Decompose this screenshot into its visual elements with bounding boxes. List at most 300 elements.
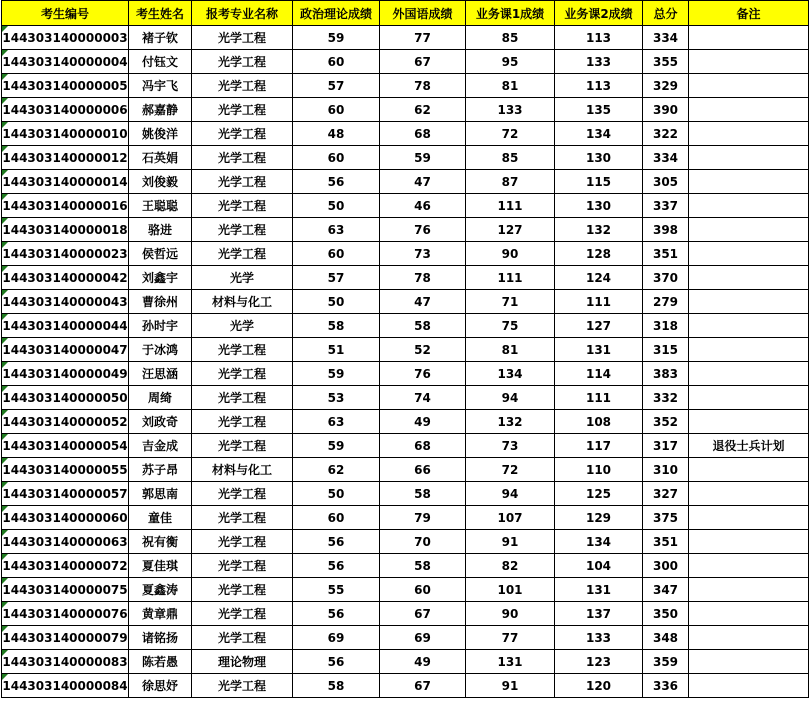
cell-exam-id[interactable] (2, 122, 129, 146)
cell-name[interactable]: 骆进 (129, 218, 192, 242)
cell-name[interactable]: 刘鑫宇 (129, 266, 192, 290)
cell-name[interactable]: 周绮 (129, 386, 192, 410)
cell-foreign-language[interactable]: 68 (380, 434, 466, 458)
table-row (2, 650, 809, 674)
cell-total[interactable]: 300 (643, 554, 689, 578)
cell-major[interactable]: 光学工程 (192, 26, 293, 50)
text-number-marker-icon (2, 578, 8, 584)
cell-total[interactable]: 359 (643, 650, 689, 674)
cell-remarks[interactable] (689, 458, 809, 482)
table-row (2, 506, 809, 530)
cell-exam-id[interactable] (2, 218, 129, 242)
cell-exam-id[interactable] (2, 650, 129, 674)
cell-exam-id[interactable] (2, 458, 129, 482)
cell-subject-1[interactable]: 132 (466, 410, 555, 434)
cell-subject-1[interactable]: 81 (466, 338, 555, 362)
cell-name[interactable]: 郝嘉静 (129, 98, 192, 122)
cell-subject-2[interactable]: 128 (555, 242, 643, 266)
cell-major[interactable]: 光学工程 (192, 578, 293, 602)
exam-id-text: 144303140000042 (2, 270, 128, 285)
cell-foreign-language[interactable]: 59 (380, 146, 466, 170)
cell-remarks[interactable] (689, 122, 809, 146)
cell-total[interactable]: 351 (643, 242, 689, 266)
cell-foreign-language[interactable]: 49 (380, 650, 466, 674)
cell-foreign-language[interactable]: 60 (380, 578, 466, 602)
cell-total[interactable]: 352 (643, 410, 689, 434)
exam-id-text: 144303140000005 (2, 78, 128, 93)
cell-exam-id[interactable] (2, 194, 129, 218)
cell-name[interactable]: 侯哲远 (129, 242, 192, 266)
cell-total[interactable]: 327 (643, 482, 689, 506)
cell-remarks[interactable] (689, 530, 809, 554)
header-foreign-language[interactable]: 外国语成绩 (380, 1, 466, 26)
cell-major[interactable]: 光学工程 (192, 362, 293, 386)
cell-exam-id[interactable] (2, 50, 129, 74)
cell-total[interactable]: 336 (643, 674, 689, 698)
cell-subject-2[interactable]: 113 (555, 74, 643, 98)
cell-total[interactable]: 337 (643, 194, 689, 218)
cell-subject-2[interactable]: 131 (555, 338, 643, 362)
cell-total[interactable]: 317 (643, 434, 689, 458)
cell-major[interactable]: 光学工程 (192, 530, 293, 554)
cell-name[interactable]: 刘政奇 (129, 410, 192, 434)
cell-foreign-language[interactable]: 58 (380, 482, 466, 506)
cell-subject-1[interactable]: 133 (466, 98, 555, 122)
cell-subject-1[interactable]: 75 (466, 314, 555, 338)
cell-total[interactable]: 318 (643, 314, 689, 338)
cell-remarks[interactable] (689, 146, 809, 170)
exam-id-text: 144303140000052 (2, 414, 128, 429)
cell-major[interactable]: 光学 (192, 314, 293, 338)
cell-subject-2[interactable]: 134 (555, 530, 643, 554)
cell-major[interactable]: 光学工程 (192, 170, 293, 194)
cell-politics[interactable]: 53 (293, 386, 380, 410)
cell-exam-id[interactable] (2, 170, 129, 194)
cell-politics[interactable]: 50 (293, 194, 380, 218)
cell-remarks[interactable] (689, 194, 809, 218)
cell-major[interactable]: 材料与化工 (192, 290, 293, 314)
cell-major[interactable]: 光学工程 (192, 74, 293, 98)
cell-foreign-language[interactable]: 76 (380, 362, 466, 386)
text-number-marker-icon (2, 98, 8, 104)
cell-exam-id[interactable] (2, 578, 129, 602)
cell-subject-2[interactable]: 125 (555, 482, 643, 506)
cell-name[interactable]: 童佳 (129, 506, 192, 530)
text-number-marker-icon (2, 626, 8, 632)
cell-name[interactable]: 吉金成 (129, 434, 192, 458)
cell-subject-2[interactable]: 130 (555, 194, 643, 218)
cell-total[interactable]: 375 (643, 506, 689, 530)
table-row (2, 290, 809, 314)
exam-id-text: 144303140000004 (2, 54, 128, 69)
cell-exam-id[interactable] (2, 602, 129, 626)
cell-subject-2[interactable]: 124 (555, 266, 643, 290)
cell-politics[interactable]: 56 (293, 530, 380, 554)
cell-politics[interactable]: 60 (293, 50, 380, 74)
cell-exam-id[interactable] (2, 626, 129, 650)
cell-subject-1[interactable]: 72 (466, 458, 555, 482)
cell-subject-1[interactable]: 90 (466, 602, 555, 626)
cell-politics[interactable]: 56 (293, 170, 380, 194)
cell-subject-1[interactable]: 94 (466, 482, 555, 506)
cell-major[interactable]: 光学工程 (192, 482, 293, 506)
cell-subject-2[interactable]: 137 (555, 602, 643, 626)
cell-major[interactable]: 光学工程 (192, 410, 293, 434)
cell-total[interactable]: 279 (643, 290, 689, 314)
text-number-marker-icon (2, 242, 8, 248)
cell-major[interactable]: 光学工程 (192, 386, 293, 410)
cell-total[interactable]: 348 (643, 626, 689, 650)
cell-subject-1[interactable]: 71 (466, 290, 555, 314)
cell-subject-2[interactable]: 111 (555, 290, 643, 314)
cell-politics[interactable]: 62 (293, 458, 380, 482)
table-row (2, 434, 809, 458)
cell-subject-1[interactable]: 81 (466, 74, 555, 98)
cell-total[interactable]: 310 (643, 458, 689, 482)
cell-subject-1[interactable]: 107 (466, 506, 555, 530)
cell-major[interactable]: 光学工程 (192, 122, 293, 146)
cell-subject-2[interactable]: 134 (555, 122, 643, 146)
exam-id-text: 144303140000016 (2, 198, 128, 213)
cell-name[interactable]: 付钰文 (129, 50, 192, 74)
cell-foreign-language[interactable]: 73 (380, 242, 466, 266)
cell-exam-id[interactable] (2, 482, 129, 506)
cell-foreign-language[interactable]: 69 (380, 626, 466, 650)
cell-exam-id[interactable] (2, 410, 129, 434)
cell-major[interactable]: 光学 (192, 266, 293, 290)
cell-name[interactable]: 冯宇飞 (129, 74, 192, 98)
cell-foreign-language[interactable]: 67 (380, 674, 466, 698)
cell-name[interactable]: 陈若愚 (129, 650, 192, 674)
table-row (2, 386, 809, 410)
cell-subject-1[interactable]: 87 (466, 170, 555, 194)
cell-foreign-language[interactable]: 78 (380, 74, 466, 98)
cell-foreign-language[interactable]: 77 (380, 26, 466, 50)
exam-id-text: 144303140000055 (2, 462, 128, 477)
cell-major[interactable]: 光学工程 (192, 554, 293, 578)
cell-exam-id[interactable] (2, 674, 129, 698)
cell-subject-2[interactable]: 133 (555, 626, 643, 650)
cell-foreign-language[interactable]: 68 (380, 122, 466, 146)
cell-politics[interactable]: 51 (293, 338, 380, 362)
cell-name[interactable]: 黄章鼎 (129, 602, 192, 626)
cell-subject-2[interactable]: 135 (555, 98, 643, 122)
cell-foreign-language[interactable]: 74 (380, 386, 466, 410)
text-number-marker-icon (2, 50, 8, 56)
cell-total[interactable]: 322 (643, 122, 689, 146)
table-row (2, 554, 809, 578)
cell-total[interactable]: 315 (643, 338, 689, 362)
cell-name[interactable]: 褚子钦 (129, 26, 192, 50)
exam-id-text: 144303140000060 (2, 510, 128, 525)
cell-major[interactable]: 光学工程 (192, 242, 293, 266)
cell-exam-id[interactable] (2, 98, 129, 122)
cell-subject-2[interactable]: 108 (555, 410, 643, 434)
cell-subject-2[interactable]: 120 (555, 674, 643, 698)
cell-subject-1[interactable]: 134 (466, 362, 555, 386)
cell-remarks[interactable] (689, 50, 809, 74)
cell-foreign-language[interactable]: 67 (380, 50, 466, 74)
table-row (2, 74, 809, 98)
cell-major[interactable]: 光学工程 (192, 506, 293, 530)
cell-politics[interactable]: 57 (293, 74, 380, 98)
cell-exam-id[interactable] (2, 554, 129, 578)
header-major[interactable]: 报考专业名称 (192, 1, 293, 26)
cell-exam-id[interactable] (2, 530, 129, 554)
cell-politics[interactable]: 60 (293, 506, 380, 530)
cell-remarks[interactable] (689, 362, 809, 386)
cell-subject-1[interactable]: 72 (466, 122, 555, 146)
cell-foreign-language[interactable]: 76 (380, 218, 466, 242)
cell-politics[interactable]: 56 (293, 650, 380, 674)
cell-major[interactable]: 光学工程 (192, 338, 293, 362)
cell-foreign-language[interactable]: 47 (380, 290, 466, 314)
cell-subject-1[interactable]: 91 (466, 530, 555, 554)
cell-name[interactable]: 王聪聪 (129, 194, 192, 218)
exam-id-text: 144303140000054 (2, 438, 128, 453)
cell-foreign-language[interactable]: 58 (380, 314, 466, 338)
cell-remarks[interactable] (689, 554, 809, 578)
cell-major[interactable]: 理论物理 (192, 650, 293, 674)
cell-name[interactable]: 于冰鸿 (129, 338, 192, 362)
cell-remarks[interactable] (689, 74, 809, 98)
cell-remarks[interactable] (689, 218, 809, 242)
cell-politics[interactable]: 55 (293, 578, 380, 602)
cell-subject-2[interactable]: 130 (555, 146, 643, 170)
cell-major[interactable]: 光学工程 (192, 626, 293, 650)
cell-major[interactable]: 光学工程 (192, 146, 293, 170)
cell-subject-2[interactable]: 114 (555, 362, 643, 386)
cell-subject-1[interactable]: 131 (466, 650, 555, 674)
text-number-marker-icon (2, 506, 8, 512)
cell-remarks[interactable] (689, 602, 809, 626)
text-number-marker-icon (2, 650, 8, 656)
cell-exam-id[interactable] (2, 146, 129, 170)
cell-subject-1[interactable]: 111 (466, 266, 555, 290)
cell-name[interactable]: 孙时宇 (129, 314, 192, 338)
header-remarks[interactable]: 备注 (689, 1, 809, 26)
cell-remarks[interactable] (689, 26, 809, 50)
cell-subject-2[interactable]: 111 (555, 386, 643, 410)
cell-foreign-language[interactable]: 52 (380, 338, 466, 362)
header-row (2, 1, 809, 26)
header-name[interactable]: 考生姓名 (129, 1, 192, 26)
cell-subject-2[interactable]: 110 (555, 458, 643, 482)
cell-major[interactable]: 光学工程 (192, 98, 293, 122)
cell-politics[interactable]: 58 (293, 674, 380, 698)
cell-exam-id[interactable] (2, 74, 129, 98)
cell-total[interactable]: 332 (643, 386, 689, 410)
cell-subject-1[interactable]: 82 (466, 554, 555, 578)
cell-total[interactable]: 347 (643, 578, 689, 602)
cell-subject-2[interactable]: 132 (555, 218, 643, 242)
cell-subject-1[interactable]: 111 (466, 194, 555, 218)
cell-name[interactable]: 苏子昂 (129, 458, 192, 482)
cell-remarks[interactable]: 退役士兵计划 (689, 434, 809, 458)
header-subject-2[interactable]: 业务课2成绩 (555, 1, 643, 26)
cell-remarks[interactable] (689, 650, 809, 674)
cell-name[interactable]: 夏佳琪 (129, 554, 192, 578)
table-row (2, 26, 809, 50)
cell-total[interactable]: 305 (643, 170, 689, 194)
cell-remarks[interactable] (689, 626, 809, 650)
cell-politics[interactable]: 59 (293, 26, 380, 50)
cell-remarks[interactable] (689, 410, 809, 434)
cell-remarks[interactable] (689, 674, 809, 698)
cell-exam-id[interactable] (2, 362, 129, 386)
cell-remarks[interactable] (689, 578, 809, 602)
table-row (2, 602, 809, 626)
cell-total[interactable]: 351 (643, 530, 689, 554)
cell-total[interactable]: 334 (643, 146, 689, 170)
cell-politics[interactable]: 50 (293, 482, 380, 506)
cell-subject-2[interactable]: 113 (555, 26, 643, 50)
cell-subject-1[interactable]: 94 (466, 386, 555, 410)
cell-total[interactable]: 390 (643, 98, 689, 122)
cell-major[interactable]: 光学工程 (192, 674, 293, 698)
cell-exam-id[interactable] (2, 338, 129, 362)
cell-politics[interactable]: 60 (293, 146, 380, 170)
cell-name[interactable]: 夏鑫涛 (129, 578, 192, 602)
cell-exam-id[interactable] (2, 26, 129, 50)
cell-subject-2[interactable]: 129 (555, 506, 643, 530)
cell-name[interactable]: 刘俊毅 (129, 170, 192, 194)
cell-politics[interactable]: 60 (293, 242, 380, 266)
cell-politics[interactable]: 57 (293, 266, 380, 290)
cell-subject-2[interactable]: 117 (555, 434, 643, 458)
cell-total[interactable]: 334 (643, 26, 689, 50)
cell-foreign-language[interactable]: 58 (380, 554, 466, 578)
table-row (2, 98, 809, 122)
cell-subject-1[interactable]: 101 (466, 578, 555, 602)
cell-politics[interactable]: 60 (293, 98, 380, 122)
cell-exam-id[interactable] (2, 290, 129, 314)
cell-name[interactable]: 诸铭扬 (129, 626, 192, 650)
cell-subject-2[interactable]: 133 (555, 50, 643, 74)
header-total[interactable]: 总分 (643, 1, 689, 26)
cell-remarks[interactable] (689, 290, 809, 314)
text-number-marker-icon (2, 602, 8, 608)
cell-politics[interactable]: 56 (293, 602, 380, 626)
cell-remarks[interactable] (689, 170, 809, 194)
text-number-marker-icon (2, 554, 8, 560)
cell-name[interactable]: 徐思妤 (129, 674, 192, 698)
cell-politics[interactable]: 63 (293, 218, 380, 242)
cell-foreign-language[interactable]: 78 (380, 266, 466, 290)
cell-politics[interactable]: 50 (293, 290, 380, 314)
cell-politics[interactable]: 48 (293, 122, 380, 146)
header-politics[interactable]: 政治理论成绩 (293, 1, 380, 26)
cell-major[interactable]: 光学工程 (192, 218, 293, 242)
cell-remarks[interactable] (689, 98, 809, 122)
cell-total[interactable]: 329 (643, 74, 689, 98)
cell-subject-1[interactable]: 73 (466, 434, 555, 458)
cell-name[interactable]: 祝有衡 (129, 530, 192, 554)
cell-total[interactable]: 398 (643, 218, 689, 242)
cell-subject-1[interactable]: 77 (466, 626, 555, 650)
exam-id-text: 144303140000057 (2, 486, 128, 501)
cell-exam-id[interactable] (2, 386, 129, 410)
cell-total[interactable]: 370 (643, 266, 689, 290)
cell-foreign-language[interactable]: 62 (380, 98, 466, 122)
cell-major[interactable]: 光学工程 (192, 602, 293, 626)
cell-major[interactable]: 光学工程 (192, 194, 293, 218)
cell-subject-1[interactable]: 85 (466, 26, 555, 50)
cell-total[interactable]: 383 (643, 362, 689, 386)
header-exam-id[interactable]: 考生编号 (2, 1, 129, 26)
cell-exam-id[interactable] (2, 266, 129, 290)
cell-foreign-language[interactable]: 47 (380, 170, 466, 194)
cell-major[interactable]: 光学工程 (192, 434, 293, 458)
table-row (2, 530, 809, 554)
cell-politics[interactable]: 63 (293, 410, 380, 434)
cell-exam-id[interactable] (2, 434, 129, 458)
cell-total[interactable]: 350 (643, 602, 689, 626)
cell-subject-1[interactable]: 127 (466, 218, 555, 242)
cell-name[interactable]: 石英娟 (129, 146, 192, 170)
cell-politics[interactable]: 59 (293, 434, 380, 458)
exam-id-text: 144303140000049 (2, 366, 128, 381)
exam-id-text: 144303140000014 (2, 174, 128, 189)
cell-subject-1[interactable]: 85 (466, 146, 555, 170)
cell-subject-2[interactable]: 123 (555, 650, 643, 674)
cell-exam-id[interactable] (2, 506, 129, 530)
cell-remarks[interactable] (689, 266, 809, 290)
cell-subject-1[interactable]: 90 (466, 242, 555, 266)
cell-foreign-language[interactable]: 70 (380, 530, 466, 554)
cell-major[interactable]: 材料与化工 (192, 458, 293, 482)
header-subject-1[interactable]: 业务课1成绩 (466, 1, 555, 26)
table-row (2, 194, 809, 218)
cell-name[interactable]: 姚俊洋 (129, 122, 192, 146)
cell-name[interactable]: 汪思涵 (129, 362, 192, 386)
cell-politics[interactable]: 69 (293, 626, 380, 650)
cell-foreign-language[interactable]: 49 (380, 410, 466, 434)
cell-foreign-language[interactable]: 79 (380, 506, 466, 530)
table-row (2, 50, 809, 74)
cell-subject-1[interactable]: 91 (466, 674, 555, 698)
cell-politics[interactable]: 59 (293, 362, 380, 386)
cell-remarks[interactable] (689, 482, 809, 506)
cell-subject-2[interactable]: 127 (555, 314, 643, 338)
cell-foreign-language[interactable]: 46 (380, 194, 466, 218)
cell-remarks[interactable] (689, 242, 809, 266)
cell-foreign-language[interactable]: 67 (380, 602, 466, 626)
text-number-marker-icon (2, 674, 8, 680)
cell-subject-1[interactable]: 95 (466, 50, 555, 74)
cell-remarks[interactable] (689, 314, 809, 338)
cell-exam-id[interactable] (2, 242, 129, 266)
cell-name[interactable]: 郭思南 (129, 482, 192, 506)
cell-subject-2[interactable]: 131 (555, 578, 643, 602)
cell-remarks[interactable] (689, 386, 809, 410)
cell-politics[interactable]: 56 (293, 554, 380, 578)
cell-politics[interactable]: 58 (293, 314, 380, 338)
cell-remarks[interactable] (689, 506, 809, 530)
text-number-marker-icon (2, 482, 8, 488)
table-body (2, 26, 809, 698)
cell-name[interactable]: 曹徐州 (129, 290, 192, 314)
exam-id-text: 144303140000003 (2, 30, 128, 45)
cell-exam-id[interactable] (2, 314, 129, 338)
cell-subject-2[interactable]: 115 (555, 170, 643, 194)
cell-total[interactable]: 355 (643, 50, 689, 74)
cell-foreign-language[interactable]: 66 (380, 458, 466, 482)
exam-id-text: 144303140000023 (2, 246, 128, 261)
cell-major[interactable]: 光学工程 (192, 50, 293, 74)
cell-remarks[interactable] (689, 338, 809, 362)
cell-subject-2[interactable]: 104 (555, 554, 643, 578)
